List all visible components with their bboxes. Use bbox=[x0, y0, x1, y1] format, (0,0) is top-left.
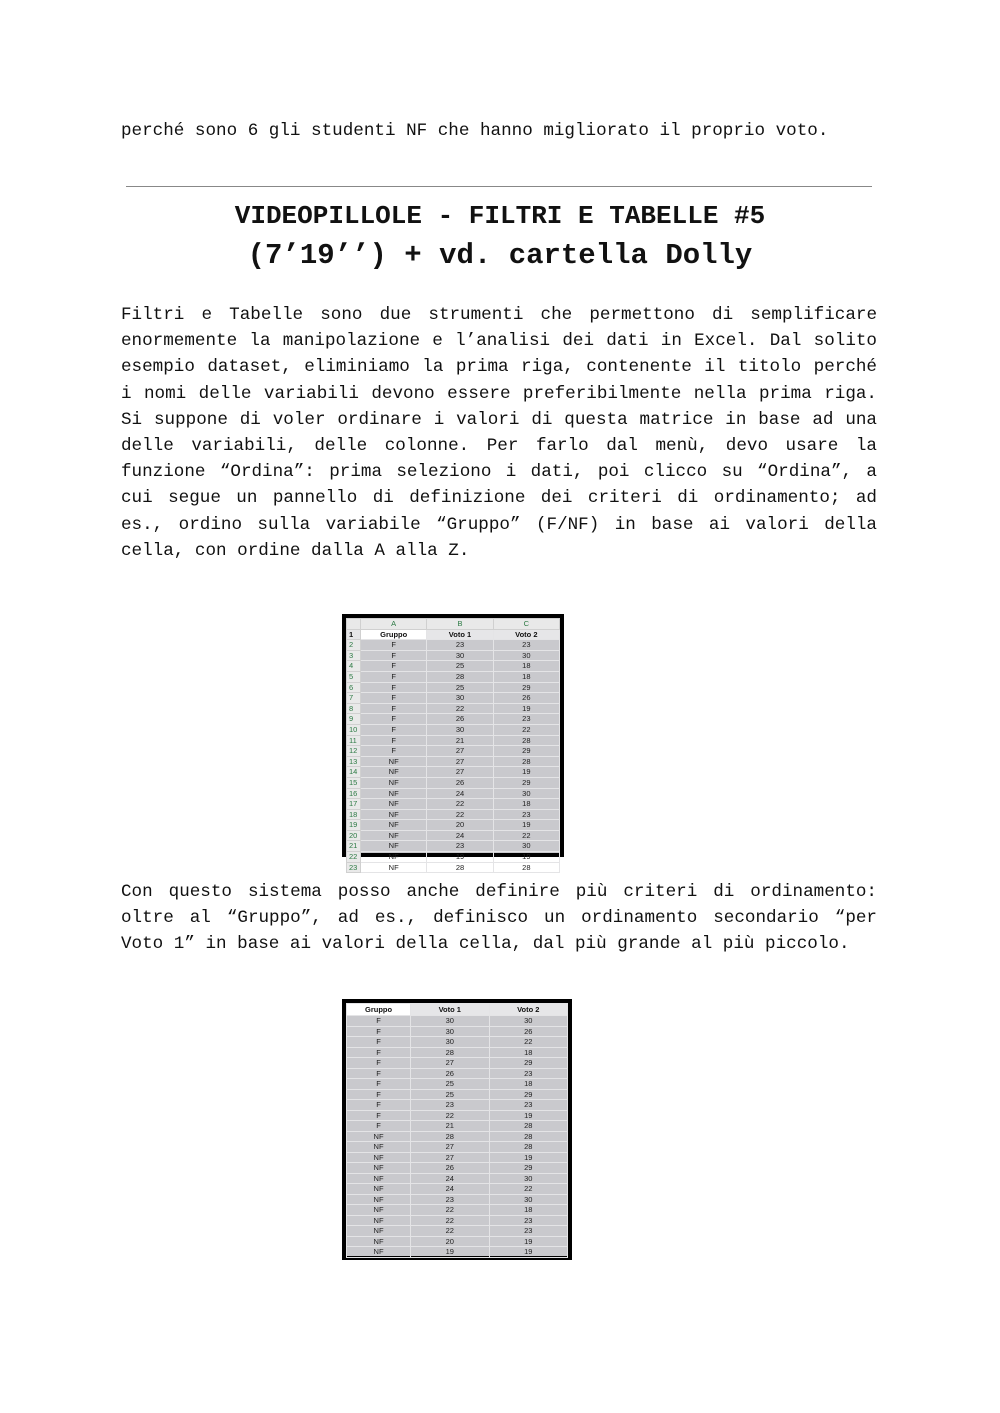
header-cell: Voto 2 bbox=[493, 629, 559, 640]
data-cell: F bbox=[361, 693, 427, 704]
data-cell: F bbox=[347, 1037, 411, 1048]
table-row bbox=[347, 1026, 568, 1037]
section-divider bbox=[126, 186, 872, 187]
table-row bbox=[347, 1142, 568, 1153]
sheet-2-table bbox=[346, 1003, 568, 1258]
data-cell: 19 bbox=[427, 852, 493, 863]
data-cell: F bbox=[347, 1058, 411, 1069]
data-cell: 22 bbox=[489, 1184, 567, 1195]
data-cell: 19 bbox=[489, 1236, 567, 1247]
column-letter: A bbox=[361, 619, 427, 630]
row-number: 16 bbox=[347, 788, 361, 799]
table-row bbox=[347, 788, 560, 799]
data-cell: 28 bbox=[411, 1131, 489, 1142]
column-letter: B bbox=[427, 619, 493, 630]
data-cell: 23 bbox=[427, 841, 493, 852]
data-cell: F bbox=[361, 671, 427, 682]
data-cell: F bbox=[361, 724, 427, 735]
row-number: 22 bbox=[347, 852, 361, 863]
row-number: 11 bbox=[347, 735, 361, 746]
data-cell: NF bbox=[347, 1247, 411, 1258]
header-cell: Voto 1 bbox=[427, 629, 493, 640]
data-cell: 22 bbox=[427, 809, 493, 820]
data-cell: 26 bbox=[411, 1163, 489, 1174]
data-cell: 23 bbox=[411, 1194, 489, 1205]
data-cell: 22 bbox=[411, 1215, 489, 1226]
data-cell: 30 bbox=[411, 1026, 489, 1037]
table-row bbox=[347, 777, 560, 788]
data-cell: NF bbox=[347, 1152, 411, 1163]
table-row bbox=[347, 1247, 568, 1258]
table-row bbox=[347, 1121, 568, 1132]
header-cell: Gruppo bbox=[347, 1004, 411, 1016]
data-cell: 18 bbox=[489, 1047, 567, 1058]
row-number: 10 bbox=[347, 724, 361, 735]
data-cell: F bbox=[361, 714, 427, 725]
data-cell: 29 bbox=[493, 682, 559, 693]
data-cell: 27 bbox=[427, 746, 493, 757]
table-row bbox=[347, 746, 560, 757]
data-cell: 23 bbox=[489, 1215, 567, 1226]
table-row bbox=[347, 1058, 568, 1069]
data-cell: 23 bbox=[489, 1100, 567, 1111]
data-cell: NF bbox=[361, 777, 427, 788]
table-row bbox=[347, 1194, 568, 1205]
data-cell: 30 bbox=[411, 1016, 489, 1027]
data-cell: 28 bbox=[427, 671, 493, 682]
data-cell: 30 bbox=[493, 788, 559, 799]
data-cell: F bbox=[347, 1100, 411, 1111]
data-cell: 27 bbox=[411, 1142, 489, 1153]
data-cell: 23 bbox=[489, 1226, 567, 1237]
data-cell: 29 bbox=[489, 1089, 567, 1100]
row-number: 7 bbox=[347, 693, 361, 704]
section-subtitle: (7’19’’) + vd. cartella Dolly bbox=[247, 239, 753, 272]
data-cell: 19 bbox=[411, 1247, 489, 1258]
table-row bbox=[347, 799, 560, 810]
data-cell: 27 bbox=[411, 1058, 489, 1069]
data-cell: 29 bbox=[489, 1163, 567, 1174]
table-row bbox=[347, 756, 560, 767]
data-cell: 25 bbox=[427, 661, 493, 672]
row-number: 21 bbox=[347, 841, 361, 852]
data-cell: 30 bbox=[493, 841, 559, 852]
data-cell: 19 bbox=[493, 852, 559, 863]
data-cell: 21 bbox=[427, 735, 493, 746]
table-row bbox=[347, 714, 560, 725]
row-number: 12 bbox=[347, 746, 361, 757]
table-row bbox=[347, 735, 560, 746]
row-number: 6 bbox=[347, 682, 361, 693]
data-cell: 28 bbox=[489, 1121, 567, 1132]
data-cell: 19 bbox=[489, 1110, 567, 1121]
data-cell: 28 bbox=[493, 756, 559, 767]
header-row bbox=[347, 629, 560, 640]
data-cell: NF bbox=[347, 1236, 411, 1247]
data-cell: F bbox=[361, 650, 427, 661]
data-cell: NF bbox=[361, 862, 427, 873]
data-cell: 30 bbox=[427, 724, 493, 735]
table-row bbox=[347, 1068, 568, 1079]
data-cell: 22 bbox=[411, 1110, 489, 1121]
data-cell: 23 bbox=[489, 1068, 567, 1079]
data-cell: 26 bbox=[493, 693, 559, 704]
data-cell: 24 bbox=[411, 1184, 489, 1195]
corner-cell bbox=[347, 619, 361, 630]
row-number: 2 bbox=[347, 640, 361, 651]
table-row bbox=[347, 650, 560, 661]
table-row bbox=[347, 693, 560, 704]
header-cell: Gruppo bbox=[361, 629, 427, 640]
data-cell: 19 bbox=[489, 1247, 567, 1258]
data-cell: NF bbox=[361, 799, 427, 810]
data-cell: 30 bbox=[411, 1037, 489, 1048]
data-cell: F bbox=[361, 661, 427, 672]
data-cell: F bbox=[361, 746, 427, 757]
row-number: 3 bbox=[347, 650, 361, 661]
data-cell: 23 bbox=[493, 809, 559, 820]
column-letter-row bbox=[347, 619, 560, 630]
data-cell: NF bbox=[361, 788, 427, 799]
sheet-1-table bbox=[346, 618, 560, 873]
data-cell: NF bbox=[361, 767, 427, 778]
data-cell: 28 bbox=[489, 1142, 567, 1153]
table-row bbox=[347, 671, 560, 682]
data-cell: NF bbox=[347, 1226, 411, 1237]
table-row bbox=[347, 1163, 568, 1174]
data-cell: 18 bbox=[493, 799, 559, 810]
data-cell: NF bbox=[361, 830, 427, 841]
data-cell: 30 bbox=[493, 650, 559, 661]
row-number: 9 bbox=[347, 714, 361, 725]
header-row bbox=[347, 1004, 568, 1016]
data-cell: F bbox=[361, 682, 427, 693]
data-cell: 19 bbox=[493, 820, 559, 831]
data-cell: 23 bbox=[493, 640, 559, 651]
data-cell: 30 bbox=[489, 1194, 567, 1205]
intro-paragraph: perché sono 6 gli studenti NF che hanno migliorato il proprio voto. bbox=[121, 121, 829, 141]
data-cell: 22 bbox=[493, 724, 559, 735]
data-cell: 23 bbox=[427, 640, 493, 651]
column-letter: C bbox=[493, 619, 559, 630]
spreadsheet-sorted-by-gruppo bbox=[342, 614, 564, 872]
table-row bbox=[347, 1079, 568, 1090]
data-cell: 20 bbox=[427, 820, 493, 831]
header-cell: Voto 1 bbox=[411, 1004, 489, 1016]
data-cell: F bbox=[347, 1047, 411, 1058]
data-cell: 22 bbox=[493, 830, 559, 841]
data-cell: 19 bbox=[493, 703, 559, 714]
data-cell: 26 bbox=[427, 777, 493, 788]
data-cell: 18 bbox=[489, 1079, 567, 1090]
table-row bbox=[347, 1037, 568, 1048]
data-cell: 21 bbox=[411, 1121, 489, 1132]
data-cell: F bbox=[347, 1089, 411, 1100]
data-cell: 20 bbox=[411, 1236, 489, 1247]
data-cell: NF bbox=[347, 1215, 411, 1226]
data-cell: 26 bbox=[411, 1068, 489, 1079]
data-cell: 22 bbox=[411, 1226, 489, 1237]
table-row bbox=[347, 724, 560, 735]
data-cell: 22 bbox=[411, 1205, 489, 1216]
data-cell: F bbox=[347, 1068, 411, 1079]
data-cell: 29 bbox=[489, 1058, 567, 1069]
data-cell: F bbox=[347, 1026, 411, 1037]
table-row bbox=[347, 820, 560, 831]
data-cell: NF bbox=[347, 1173, 411, 1184]
data-cell: 28 bbox=[489, 1131, 567, 1142]
table-row bbox=[347, 1016, 568, 1027]
row-number: 19 bbox=[347, 820, 361, 831]
table-row bbox=[347, 830, 560, 841]
header-cell: Voto 2 bbox=[489, 1004, 567, 1016]
data-cell: 24 bbox=[427, 788, 493, 799]
table-row bbox=[347, 1205, 568, 1216]
data-cell: 28 bbox=[427, 862, 493, 873]
data-cell: 26 bbox=[427, 714, 493, 725]
data-cell: 18 bbox=[493, 671, 559, 682]
data-cell: 23 bbox=[411, 1100, 489, 1111]
table-row bbox=[347, 1184, 568, 1195]
table-row bbox=[347, 1173, 568, 1184]
data-cell: 27 bbox=[411, 1152, 489, 1163]
table-row bbox=[347, 1100, 568, 1111]
data-cell: 25 bbox=[411, 1079, 489, 1090]
data-cell: 30 bbox=[427, 693, 493, 704]
table-row bbox=[347, 862, 560, 873]
row-number: 14 bbox=[347, 767, 361, 778]
spreadsheet-sorted-by-gruppo-and-voto1 bbox=[342, 999, 572, 1260]
row-number: 13 bbox=[347, 756, 361, 767]
data-cell: NF bbox=[361, 841, 427, 852]
data-cell: 18 bbox=[489, 1205, 567, 1216]
data-cell: F bbox=[361, 703, 427, 714]
data-cell: F bbox=[347, 1121, 411, 1132]
row-number: 20 bbox=[347, 830, 361, 841]
data-cell: 28 bbox=[493, 735, 559, 746]
data-cell: 27 bbox=[427, 767, 493, 778]
data-cell: 29 bbox=[493, 746, 559, 757]
row-number: 18 bbox=[347, 809, 361, 820]
data-cell: NF bbox=[347, 1184, 411, 1195]
data-cell: 30 bbox=[489, 1173, 567, 1184]
data-cell: 28 bbox=[411, 1047, 489, 1058]
row-number: 4 bbox=[347, 661, 361, 672]
row-number: 17 bbox=[347, 799, 361, 810]
data-cell: 18 bbox=[493, 661, 559, 672]
data-cell: 30 bbox=[427, 650, 493, 661]
data-cell: NF bbox=[361, 809, 427, 820]
data-cell: 22 bbox=[489, 1037, 567, 1048]
table-row bbox=[347, 1047, 568, 1058]
paragraph-filtri-tabelle: Filtri e Tabelle sono due strumenti che permettono di semplificare enormemente la manipolazione e l’analisi dei dati in Excel. Dal solito esempio dataset, eliminiamo la prima riga, contenente il titolo perché i nomi delle variabili devono essere preferibilmente nella prima riga. Si suppone di voler ordinare i valori di questa matrice in base ad una delle variabili, delle colonne. Per farlo dal menù, devo usare la funzione “Ordina”: prima seleziono i dati, poi clicco su “Ordina”, a cui segue un pannello di definizione dei criteri di ordinamento; ad es., ordino sulla variabile “Gruppo” (F/NF) in base ai valori della cella, con ordine dalla A alla Z. bbox=[121, 305, 877, 561]
data-cell: 19 bbox=[489, 1152, 567, 1163]
data-cell: 25 bbox=[411, 1089, 489, 1100]
table-row bbox=[347, 1226, 568, 1237]
data-cell: F bbox=[347, 1079, 411, 1090]
data-cell: NF bbox=[361, 852, 427, 863]
data-cell: 27 bbox=[427, 756, 493, 767]
data-cell: 23 bbox=[493, 714, 559, 725]
data-cell: F bbox=[347, 1016, 411, 1027]
table-row bbox=[347, 809, 560, 820]
row-number: 8 bbox=[347, 703, 361, 714]
row-number: 5 bbox=[347, 671, 361, 682]
row-number: 1 bbox=[347, 629, 361, 640]
table-row bbox=[347, 852, 560, 863]
data-cell: NF bbox=[361, 756, 427, 767]
data-cell: F bbox=[361, 640, 427, 651]
table-row bbox=[347, 1110, 568, 1121]
data-cell: 26 bbox=[489, 1026, 567, 1037]
data-cell: 29 bbox=[493, 777, 559, 788]
section-title: VIDEOPILLOLE - FILTRI E TABELLE #5 bbox=[234, 201, 766, 231]
table-row bbox=[347, 1215, 568, 1226]
data-cell: NF bbox=[347, 1131, 411, 1142]
data-cell: NF bbox=[361, 820, 427, 831]
data-cell: 24 bbox=[427, 830, 493, 841]
data-cell: NF bbox=[347, 1163, 411, 1174]
data-cell: F bbox=[347, 1110, 411, 1121]
table-row bbox=[347, 682, 560, 693]
data-cell: NF bbox=[347, 1142, 411, 1153]
table-row bbox=[347, 661, 560, 672]
data-cell: 25 bbox=[427, 682, 493, 693]
table-row bbox=[347, 841, 560, 852]
row-number: 15 bbox=[347, 777, 361, 788]
table-row bbox=[347, 703, 560, 714]
table-row bbox=[347, 1131, 568, 1142]
table-row bbox=[347, 1152, 568, 1163]
paragraph-ordinamento-multiplo: Con questo sistema posso anche definire più criteri di ordinamento: oltre al “Gruppo”, ad es., definisco un ordinamento secondario “per Voto 1” in base ai valori della cella, dal più grande al più piccolo. bbox=[121, 882, 877, 955]
data-cell: NF bbox=[347, 1205, 411, 1216]
data-cell: NF bbox=[347, 1194, 411, 1205]
table-row bbox=[347, 1089, 568, 1100]
data-cell: 28 bbox=[493, 862, 559, 873]
data-cell: 22 bbox=[427, 703, 493, 714]
table-row bbox=[347, 640, 560, 651]
data-cell: 22 bbox=[427, 799, 493, 810]
table-row bbox=[347, 767, 560, 778]
data-cell: F bbox=[361, 735, 427, 746]
data-cell: 24 bbox=[411, 1173, 489, 1184]
row-number: 23 bbox=[347, 862, 361, 873]
table-row bbox=[347, 1236, 568, 1247]
data-cell: 19 bbox=[493, 767, 559, 778]
data-cell: 30 bbox=[489, 1016, 567, 1027]
